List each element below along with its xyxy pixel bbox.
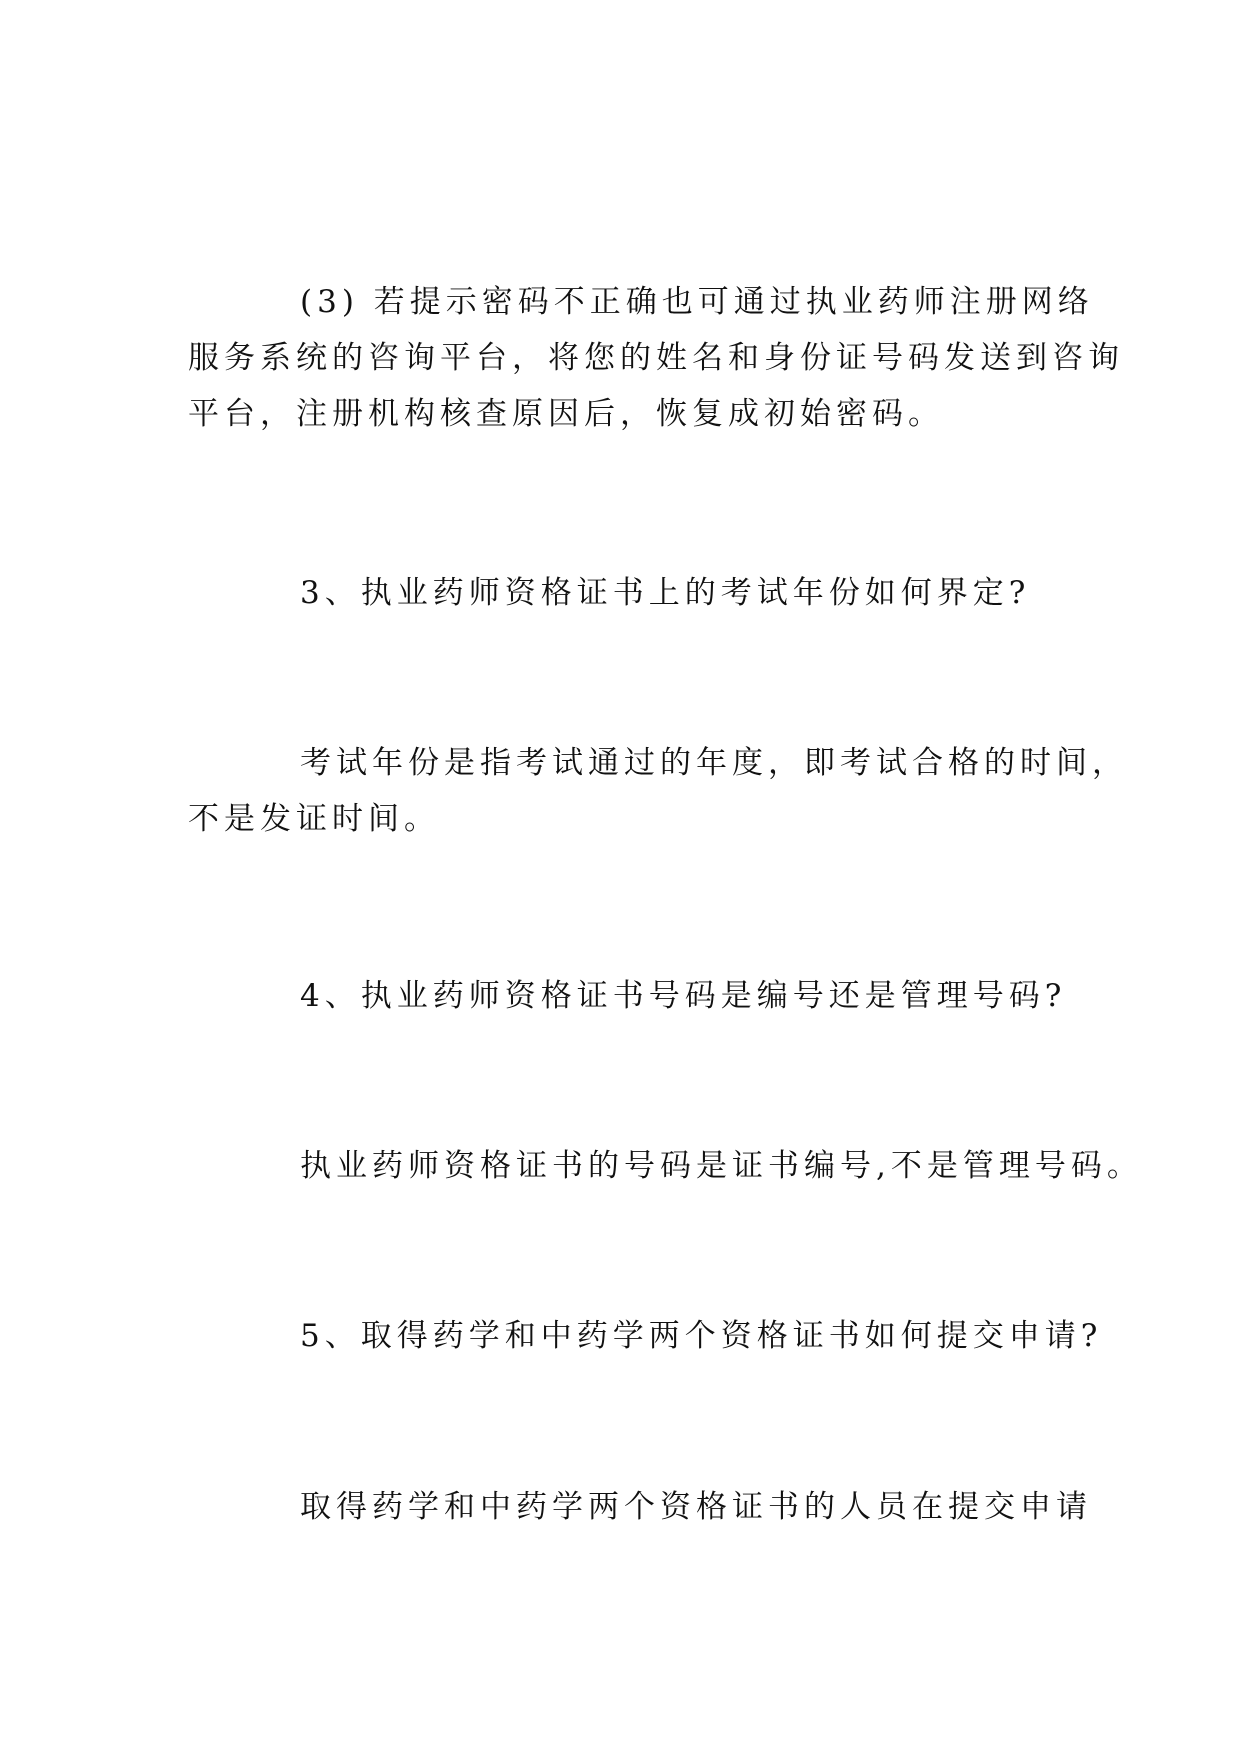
paragraph-password-recovery: [188, 274, 1124, 442]
text-line: 5、取得药学和中药学两个资格证书如何提交申请?: [300, 1318, 1103, 1354]
answer-5-paragraph: [188, 1479, 1092, 1535]
text-line: 平台，注册机构核查原因后，恢复成初始密码。: [188, 396, 944, 432]
text-line: 服务系统的咨询平台，将您的姓名和身份证号码发送到咨询: [188, 340, 1124, 376]
text-line: 4、执业药师资格证书号码是编号还是管理号码?: [300, 978, 1067, 1014]
text-line: 3、执业药师资格证书上的考试年份如何界定?: [300, 575, 1031, 611]
text-line: (3) 若提示密码不正确也可通过执业药师注册网络: [300, 284, 1094, 320]
answer-3-paragraph: [188, 735, 1128, 847]
question-3-heading: [188, 565, 1048, 621]
answer-4-paragraph: [188, 1138, 1143, 1194]
text-line: 不是发证时间。: [188, 801, 440, 837]
text-line: 考试年份是指考试通过的年度，即考试合格的时间，: [300, 745, 1128, 781]
question-5-heading: [188, 1308, 1103, 1364]
question-4-heading: [188, 968, 1067, 1024]
text-line: 执业药师资格证书的号码是证书编号,不是管理号码。: [300, 1148, 1143, 1184]
text-line: 取得药学和中药学两个资格证书的人员在提交申请: [300, 1489, 1092, 1525]
